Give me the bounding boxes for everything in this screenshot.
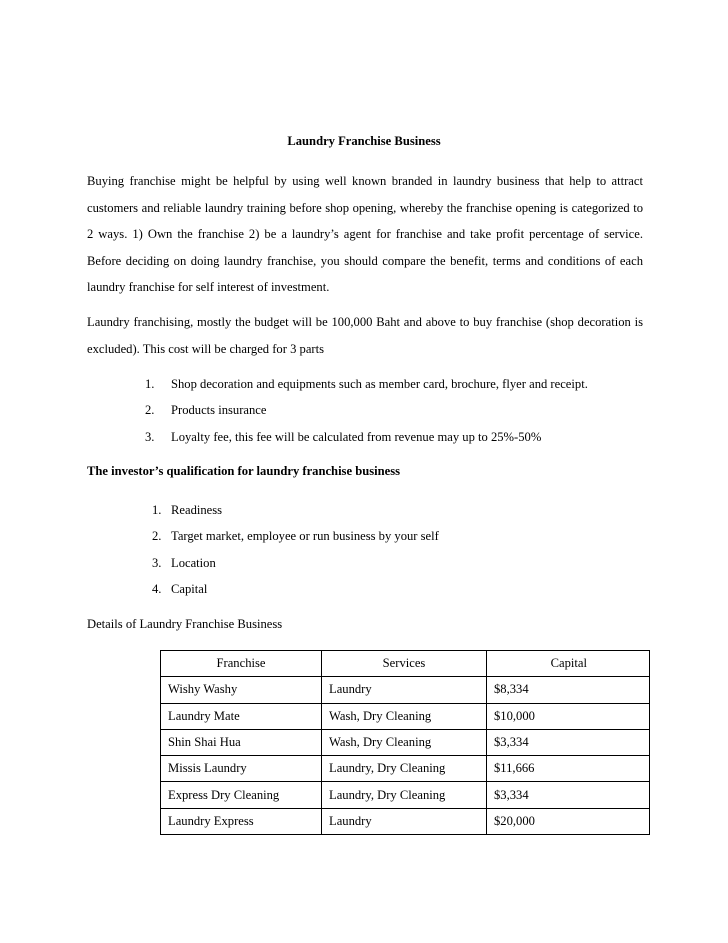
header-capital: Capital <box>487 651 650 677</box>
list-number: 3. <box>145 429 155 444</box>
intro-line: Before deciding on doing laundry franchise, you should compare the benefit, terms and conditions of each <box>87 253 643 268</box>
cell-franchise: Express Dry Cleaning <box>161 782 322 808</box>
list-text: Products insurance <box>171 403 267 418</box>
list-number: 2. <box>145 403 155 418</box>
intro-line: customers and reliable laundry training before shop opening, whereby the franchise opening is categorized to <box>87 200 643 215</box>
header-services: Services <box>322 651 487 677</box>
cell-franchise: Missis Laundry <box>161 756 322 782</box>
cell-capital: $10,000 <box>487 703 650 729</box>
table-row <box>161 703 650 729</box>
list-number: 1. <box>145 377 155 391</box>
list-text: Capital <box>171 581 208 596</box>
budget-line: excluded). This cost will be charged for 3 parts <box>87 341 324 356</box>
list-number: 2. <box>152 529 162 544</box>
table-row <box>161 782 650 808</box>
budget-line: Laundry franchising, mostly the budget will be 100,000 Baht and above to buy franchise (shop decoration is <box>87 315 643 329</box>
list-number: 3. <box>152 555 162 570</box>
list-number: 1. <box>152 503 162 517</box>
list-number: 4. <box>152 581 162 596</box>
intro-line: laundry franchise for self interest of investment. <box>87 280 330 295</box>
list-text: Target market, employee or run business by your self <box>171 529 439 544</box>
cell-franchise: Laundry Express <box>161 808 322 834</box>
cell-services: Laundry <box>322 677 487 703</box>
cell-services: Wash, Dry Cleaning <box>322 729 487 755</box>
cell-franchise: Shin Shai Hua <box>161 729 322 755</box>
cell-capital: $11,666 <box>487 756 650 782</box>
cell-capital: $20,000 <box>487 808 650 834</box>
list-text: Location <box>171 555 216 570</box>
cell-capital: $3,334 <box>487 782 650 808</box>
cell-services: Laundry, Dry Cleaning <box>322 756 487 782</box>
cell-capital: $3,334 <box>487 729 650 755</box>
header-franchise: Franchise <box>161 651 322 677</box>
intro-line: 2 ways. 1) Own the franchise 2) be a laundry’s agent for franchise and take profit percentage of service. <box>87 227 643 242</box>
cell-services: Wash, Dry Cleaning <box>322 703 487 729</box>
table-header-row <box>161 651 650 677</box>
list-text: Shop decoration and equipments such as member card, brochure, flyer and receipt. <box>171 377 588 391</box>
list-text: Readiness <box>171 503 223 517</box>
table-caption: Details of Laundry Franchise Business <box>87 617 283 631</box>
table-row <box>161 808 650 834</box>
cell-franchise: Laundry Mate <box>161 703 322 729</box>
table-row <box>161 677 650 703</box>
budget-paragraph <box>87 309 643 362</box>
list-text: Loyalty fee, this fee will be calculated from revenue may up to 25%-50% <box>171 429 542 444</box>
table-row <box>161 729 650 755</box>
cell-services: Laundry <box>322 808 487 834</box>
intro-paragraph <box>87 168 643 301</box>
cell-services: Laundry, Dry Cleaning <box>322 782 487 808</box>
intro-line: Buying franchise might be helpful by using well known branded in laundry business that help to attract <box>87 174 643 188</box>
document-title: Laundry Franchise Business <box>287 134 441 148</box>
qualification-heading: The investor’s qualification for laundry franchise business <box>87 464 401 478</box>
cell-franchise: Wishy Washy <box>161 677 322 703</box>
cell-capital: $8,334 <box>487 677 650 703</box>
franchise-table <box>160 650 650 835</box>
table-row <box>161 756 650 782</box>
